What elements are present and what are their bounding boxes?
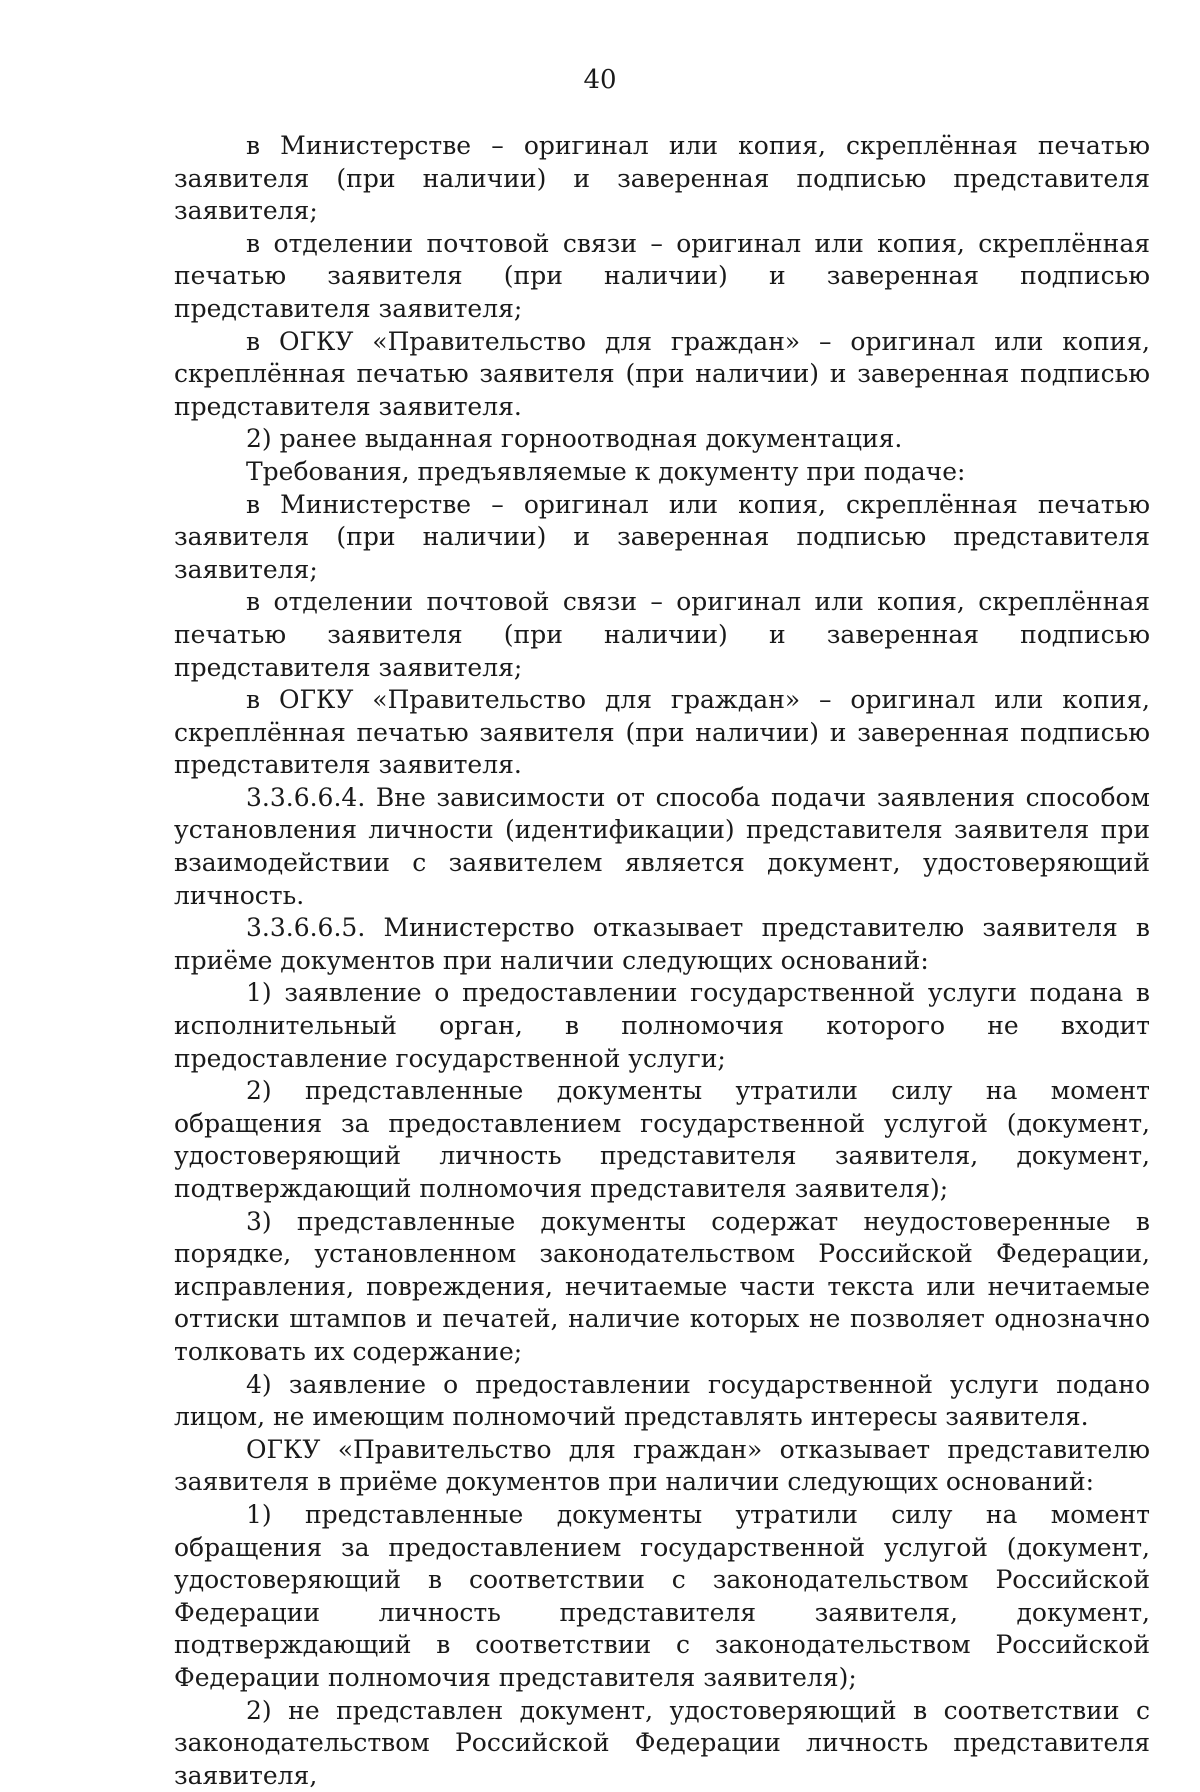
- paragraph: 1) представленные документы утратили силу на момент обращения за предоставлением государственной услугой (документ, удостоверяющий в соответствии с законодательством Российской Федерации личность представителя заявителя, документ, подтверждающий в соответствии с законодательством Российской Федерации полномочия представителя заявителя);: [174, 1499, 1150, 1695]
- paragraph: в отделении почтовой связи – оригинал или копия, скреплённая печатью заявителя (при наличии) и заверенная подписью представителя заявителя;: [174, 586, 1150, 684]
- paragraph: в отделении почтовой связи – оригинал или копия, скреплённая печатью заявителя (при наличии) и заверенная подписью представителя заявителя;: [174, 228, 1150, 326]
- paragraph: 3.3.6.6.5. Министерство отказывает представителю заявителя в приёме документов при наличии следующих оснований:: [174, 912, 1150, 977]
- paragraph: в ОГКУ «Правительство для граждан» – оригинал или копия, скреплённая печатью заявителя (при наличии) и заверенная подписью представителя заявителя.: [174, 684, 1150, 782]
- paragraph: 4) заявление о предоставлении государственной услуги подано лицом, не имеющим полномочий представлять интересы заявителя.: [174, 1369, 1150, 1434]
- document-body: [174, 130, 1150, 1792]
- paragraph: 2) ранее выданная горноотводная документация.: [174, 423, 1150, 456]
- paragraph: в ОГКУ «Правительство для граждан» – оригинал или копия, скреплённая печатью заявителя (при наличии) и заверенная подписью представителя заявителя.: [174, 326, 1150, 424]
- paragraph: в Министерстве – оригинал или копия, скреплённая печатью заявителя (при наличии) и заверенная подписью представителя заявителя;: [174, 489, 1150, 587]
- paragraph: Требования, предъявляемые к документу при подаче:: [174, 456, 1150, 489]
- paragraph: 3) представленные документы содержат неудостоверенные в порядке, установленном законодательством Российской Федерации, исправления, повреждения, нечитаемые части текста или нечитаемые оттиски штампов и печатей, наличие которых не позволяет однозначно толковать их содержание;: [174, 1206, 1150, 1369]
- paragraph: в Министерстве – оригинал или копия, скреплённая печатью заявителя (при наличии) и заверенная подписью представителя заявителя;: [174, 130, 1150, 228]
- paragraph: 2) не представлен документ, удостоверяющий в соответствии с законодательством Российской Федерации личность представителя заявителя,: [174, 1695, 1150, 1792]
- paragraph: ОГКУ «Правительство для граждан» отказывает представителю заявителя в приёме документов при наличии следующих оснований:: [174, 1434, 1150, 1499]
- paragraph: 2) представленные документы утратили силу на момент обращения за предоставлением государственной услугой (документ, удостоверяющий личность представителя заявителя, документ, подтверждающий полномочия представителя заявителя);: [174, 1075, 1150, 1205]
- paragraph: 3.3.6.6.4. Вне зависимости от способа подачи заявления способом установления личности (идентификации) представителя заявителя при взаимодействии с заявителем является документ, удостоверяющий личность.: [174, 782, 1150, 912]
- page-number: 40: [0, 64, 1200, 96]
- paragraph: 1) заявление о предоставлении государственной услуги подана в исполнительный орган, в полномочия которого не входит предоставление государственной услуги;: [174, 977, 1150, 1075]
